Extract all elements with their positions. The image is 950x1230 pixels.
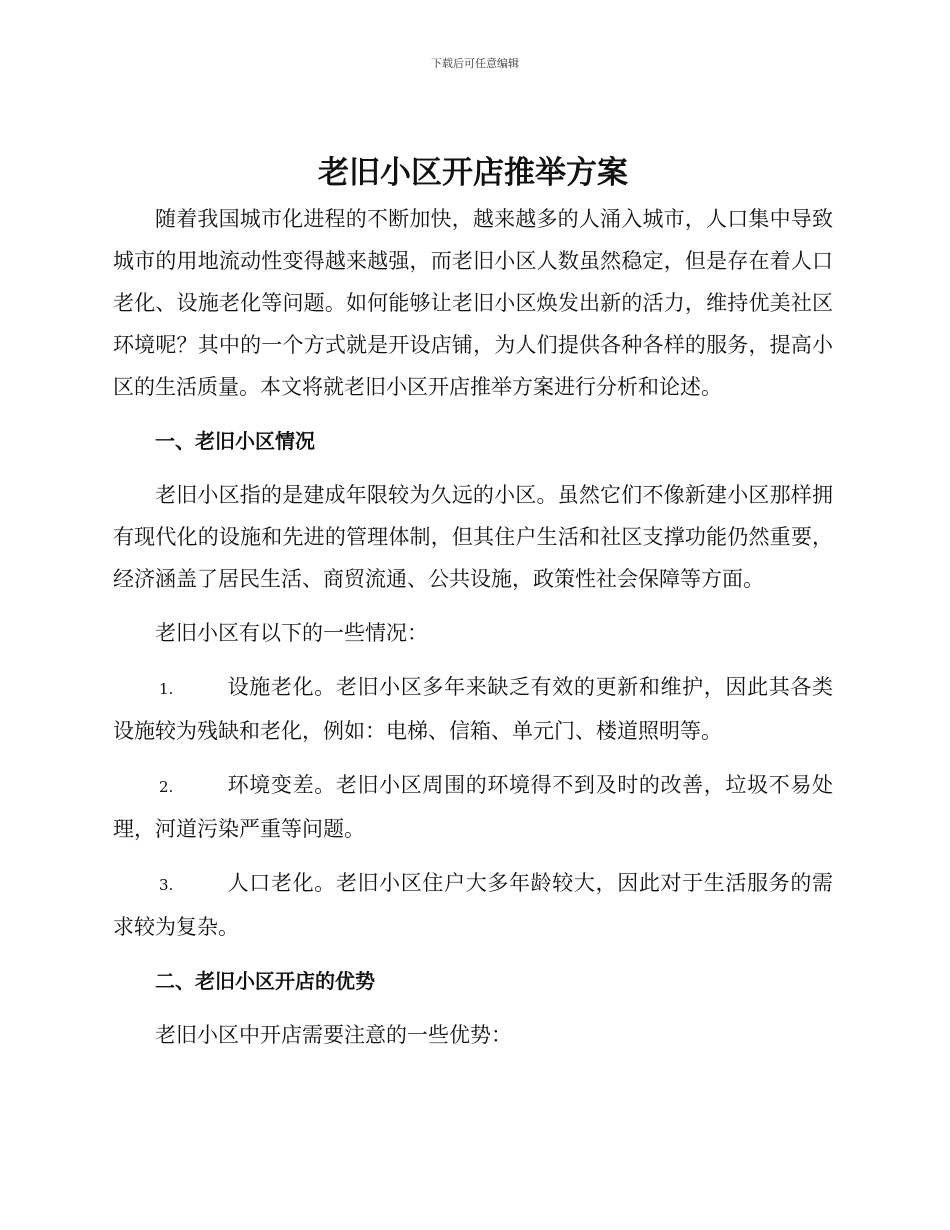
section-heading-1: 一、老旧小区情况 — [155, 429, 315, 453]
section1-paragraph-1: 老旧小区指的是建成年限较为久远的小区。虽然它们不像新建小区那样拥有现代化的设施和先进的管理体制，但其住户生活和社区支撑功能仍然重要，经济涵盖了居民生活、商贸流通、公共设施，政策性社会保障等方面。 — [113, 483, 833, 591]
section1-paragraph-2: 老旧小区有以下的一些情况： — [155, 621, 428, 645]
list-item — [113, 666, 833, 752]
intro-paragraph: 随着我国城市化进程的不断加快，越来越多的人涌入城市，人口集中导致城市的用地流动性变得越来越强，而老旧小区人数虽然稳定，但是存在着人口老化、设施老化等问题。如何能够让老旧小区焕发出新的活力，维持优美社区环境呢？其中的一个方式就是开设店铺，为人们提供各种各样的服务，提高小区的生活质量。本文将就老旧小区开店推举方案进行分析和论述。 — [113, 207, 833, 399]
list-item-number: 2. — [159, 778, 174, 796]
document-title: 老旧小区开店推举方案 — [318, 155, 628, 191]
list-item — [113, 764, 833, 850]
section2-paragraph-1: 老旧小区中开店需要注意的一些优势： — [155, 1023, 512, 1047]
list-item-number: 3. — [159, 876, 174, 894]
section-heading-2: 二、老旧小区开店的优势 — [155, 969, 375, 993]
list-item-text: 设施老化。老旧小区多年来缺乏有效的更新和维护，因此其各类设施较为残缺和老化，例如：电梯、信箱、单元门、楼道照明等。 — [113, 675, 833, 743]
list-item-text: 人口老化。老旧小区住户大多年龄较大，因此对于生活服务的需求较为复杂。 — [113, 871, 833, 939]
list-item-text: 环境变差。老旧小区周围的环境得不到及时的改善，垃圾不易处理，河道污染严重等问题。 — [113, 773, 833, 841]
page-header: 下载后可任意编辑 — [431, 57, 519, 70]
document-body — [113, 148, 833, 1056]
list-item — [113, 862, 833, 948]
list-item-number: 1. — [159, 680, 174, 698]
